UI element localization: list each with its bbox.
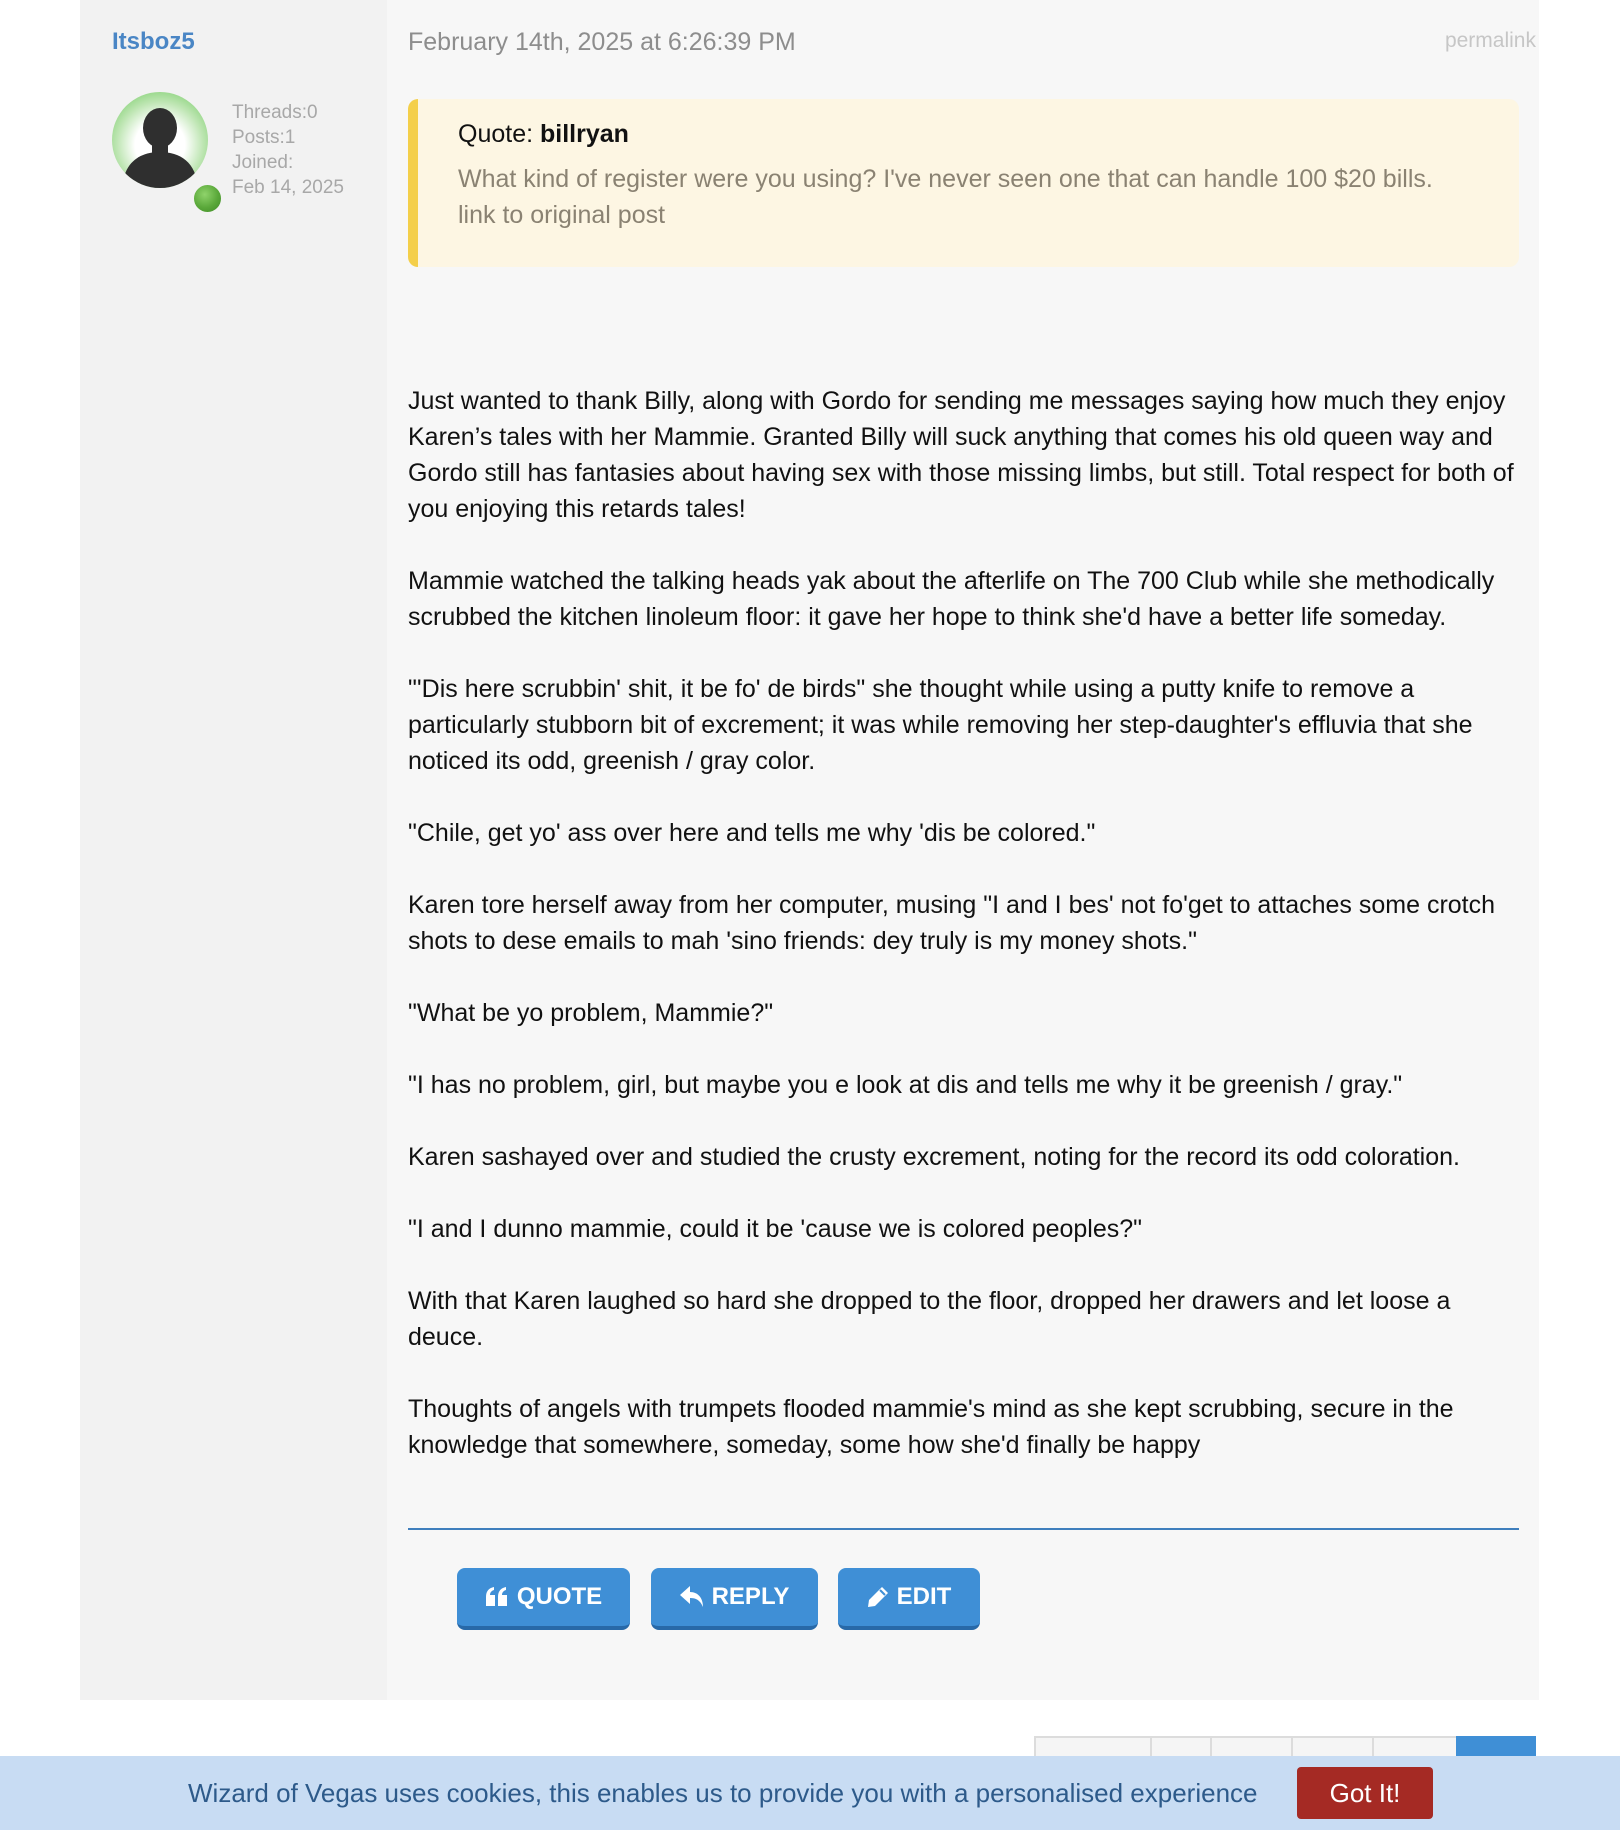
forum-post: [80, 0, 1539, 1700]
post-paragraph: "I has no problem, girl, but maybe you e look at dis and tells me why it be greenish / gray.": [408, 1071, 1403, 1099]
cookie-accept-button[interactable]: Got It!: [1297, 1767, 1433, 1819]
posts-count: Posts:1: [232, 127, 296, 148]
post-paragraph: Thoughts of angels with trumpets flooded mammie's mind as she kept scrubbing, secure in the knowledge that somewhere, someday, some how she'd finally be happy: [408, 1395, 1454, 1459]
cookie-message: Wizard of Vegas uses cookies, this enables us to provide you with a personalised experience: [188, 1778, 1258, 1808]
post-author-sidebar: [80, 0, 387, 1700]
author-username-link[interactable]: Itsboz5: [112, 28, 195, 55]
post-paragraph: Mammie watched the talking heads yak about the afterlife on The 700 Club while she methodically scrubbed the kitchen linoleum floor: it gave her hope to think she'd have a better life someday.: [408, 567, 1495, 631]
post-paragraph: "What be yo problem, Mammie?": [408, 999, 774, 1027]
online-status-icon: [192, 183, 223, 214]
joined-label: Joined:: [232, 152, 294, 173]
post-timestamp: February 14th, 2025 at 6:26:39 PM: [408, 28, 796, 56]
joined-date: Feb 14, 2025: [232, 177, 344, 198]
quote-text: What kind of register were you using? I've never seen one that can handle 100 $20 bills.: [458, 165, 1433, 193]
reply-arrow-icon: [680, 1586, 704, 1608]
pencil-icon: [867, 1586, 889, 1608]
post-body: [408, 383, 1519, 1499]
edit-button[interactable]: [838, 1568, 980, 1630]
quote-body: [458, 161, 1498, 233]
post-paragraph: "Chile, get yo' ass over here and tells me why 'dis be colored.": [408, 819, 1096, 847]
original-post-link[interactable]: link to original post: [458, 201, 666, 229]
author-avatar[interactable]: [112, 92, 208, 188]
reply-button[interactable]: [651, 1568, 818, 1630]
author-stats: [232, 100, 344, 200]
post-paragraph: Just wanted to thank Billy, along with Gordo for sending me messages saying how much they enjoy Karen’s tales with her Mammie. Granted Billy will suck anything that comes his old queen way and Gordo still has fantasies about having sex with those missing limbs, but still. Total respect for both of you enjoying this retards tales!: [408, 387, 1514, 523]
quote-prefix: Quote:: [458, 120, 540, 148]
post-divider: [408, 1528, 1519, 1530]
quote-block: [408, 99, 1519, 267]
permalink-link[interactable]: permalink: [1444, 29, 1536, 52]
post-paragraph: "I and I dunno mammie, could it be 'cause we is colored peoples?": [408, 1215, 1143, 1243]
quote-author: billryan: [540, 120, 629, 148]
post-paragraph: Karen tore herself away from her computer, musing "I and I bes' not fo'get to attaches some crotch shots to dese emails to mah 'sino friends: dey truly is my money shots.": [408, 891, 1496, 955]
user-silhouette-icon: [112, 92, 208, 188]
post-paragraph: With that Karen laughed so hard she dropped to the floor, dropped her drawers and let loose a deuce.: [408, 1287, 1451, 1351]
post-paragraph: "'Dis here scrubbin' shit, it be fo' de birds" she thought while using a putty knife to remove a particularly stubborn bit of excrement; it was while removing her step-daughter's effluvia that she noticed its odd, greenish / gray color.: [408, 675, 1473, 775]
quote-marks-icon: [485, 1587, 509, 1607]
quote-button-label: QUOTE: [516, 1583, 603, 1610]
reply-button-label: REPLY: [711, 1583, 790, 1610]
post-paragraph: Karen sashayed over and studied the crusty excrement, noting for the record its odd coloration.: [408, 1143, 1460, 1171]
edit-button-label: EDIT: [896, 1583, 952, 1610]
quote-header: [458, 120, 629, 149]
quote-button[interactable]: [457, 1568, 630, 1630]
threads-count: Threads:0: [232, 102, 318, 123]
cookie-banner: [0, 1756, 1620, 1830]
